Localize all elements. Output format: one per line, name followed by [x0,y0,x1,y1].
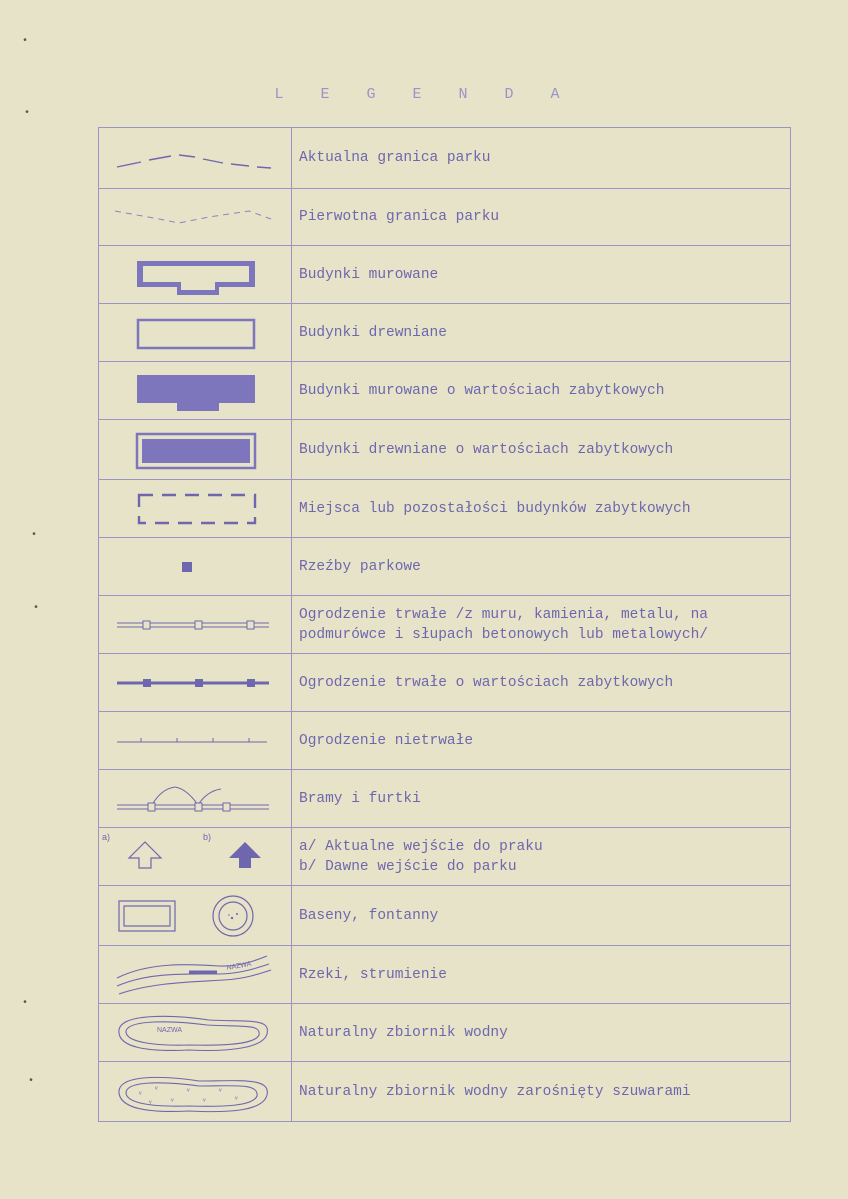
legend-row [99,304,791,362]
legend-label: Aktualna granica parku [292,128,791,189]
filled-building-icon [99,369,291,413]
fence-temporary-icon [99,726,291,756]
svg-text:ᵥ: ᵥ [155,1081,158,1091]
marker-a: a) [102,831,111,842]
legend-symbol-cell [99,712,292,770]
legend-row [99,828,791,886]
legend-table [98,127,791,1122]
legend-row [99,538,791,596]
svg-text:ᵥ: ᵥ [139,1086,142,1096]
river-name-text: NAZWA [226,960,252,972]
legend-row [99,1062,791,1122]
legend-label: Miejsca lub pozostałości budynków zabytkowych [292,480,791,538]
legend-row [99,770,791,828]
legend-symbol-cell [99,480,292,538]
legend-label: Naturalny zbiornik wodny [292,1004,791,1062]
legend-label: a/ Aktualne wejście do praku b/ Dawne wejście do parku [292,828,791,886]
legend-row [99,712,791,770]
legend-symbol-cell [99,128,292,189]
legend-symbol-cell [99,189,292,246]
legend-symbol-cell [99,246,292,304]
legend-symbol-cell [99,770,292,828]
svg-text:ᵥ: ᵥ [235,1091,238,1101]
legend-symbol-cell [99,654,292,712]
legend-symbol-cell [99,1004,292,1062]
legend-row [99,480,791,538]
svg-text:ᵥ: ᵥ [187,1083,190,1093]
legend-row [99,189,791,246]
paper-speck: • [28,1076,35,1087]
reed-lake-icon [99,1067,291,1117]
gate-icon [99,779,291,819]
paper-speck: • [22,998,29,1009]
legend-label: Budynki murowane [292,246,791,304]
entrance-arrows-icon [99,830,291,884]
legend-symbol-cell [99,362,292,420]
svg-text:ᵥ: ᵥ [203,1093,206,1103]
lake-name-text: NAZWA [157,1026,183,1034]
legend-symbol-cell [99,828,292,886]
legend-label: Ogrodzenie trwałe o wartościach zabytkowych [292,654,791,712]
legend-row [99,654,791,712]
legend-label: Budynki murowane o wartościach zabytkowych [292,362,791,420]
legend-symbol-cell [99,596,292,654]
thick-outline-building-icon [99,253,291,297]
legend-label: Rzeźby parkowe [292,538,791,596]
legend-label: Ogrodzenie nietrwałe [292,712,791,770]
thin-outline-building-icon [99,311,291,355]
fine-dashed-line-icon [99,197,291,237]
fence-thick-line-icon [99,668,291,698]
paper-speck: • [33,603,40,614]
paper-speck: • [31,530,38,541]
legend-label: Rzeki, strumienie [292,946,791,1004]
legend-label: Baseny, fontanny [292,886,791,946]
filled-framed-building-icon [99,427,291,473]
legend-row [99,886,791,946]
legend-symbol-cell [99,886,292,946]
legend-label: Budynki drewniane [292,304,791,362]
legend-row [99,596,791,654]
svg-text:ᵥ: ᵥ [149,1095,152,1105]
small-square-icon [99,552,291,582]
legend-row [99,362,791,420]
legend-label: Budynki drewniane o wartościach zabytkowych [292,420,791,480]
legend-symbol-cell [99,946,292,1004]
pool-fountain-icon [99,893,291,939]
legend-row [99,1004,791,1062]
page-title: L E G E N D A [274,86,574,103]
legend-label: Pierwotna granica parku [292,189,791,246]
dashed-line-icon [99,138,291,178]
legend-label: Bramy i furtki [292,770,791,828]
paper-speck: • [24,108,31,119]
svg-text:ᵥ: ᵥ [171,1093,174,1103]
legend-symbol-cell [99,420,292,480]
dashed-rectangle-icon [99,487,291,531]
paper-speck: • [22,36,29,47]
legend-label: Ogrodzenie trwałe /z muru, kamienia, metalu, na podmurówce i słupach betonowych lub metalowych/ [292,596,791,654]
legend-row [99,128,791,189]
legend-symbol-cell [99,538,292,596]
lake-icon [99,1008,291,1058]
legend-row [99,246,791,304]
svg-text:ᵥ: ᵥ [219,1083,222,1093]
legend-label: Naturalny zbiornik wodny zarośnięty szuwarami [292,1062,791,1122]
legend-symbol-cell [99,304,292,362]
fence-double-line-icon [99,610,291,640]
river-icon [99,950,291,1000]
legend-symbol-cell [99,1062,292,1122]
marker-b: b) [203,831,212,842]
legend-row [99,946,791,1004]
legend-row [99,420,791,480]
